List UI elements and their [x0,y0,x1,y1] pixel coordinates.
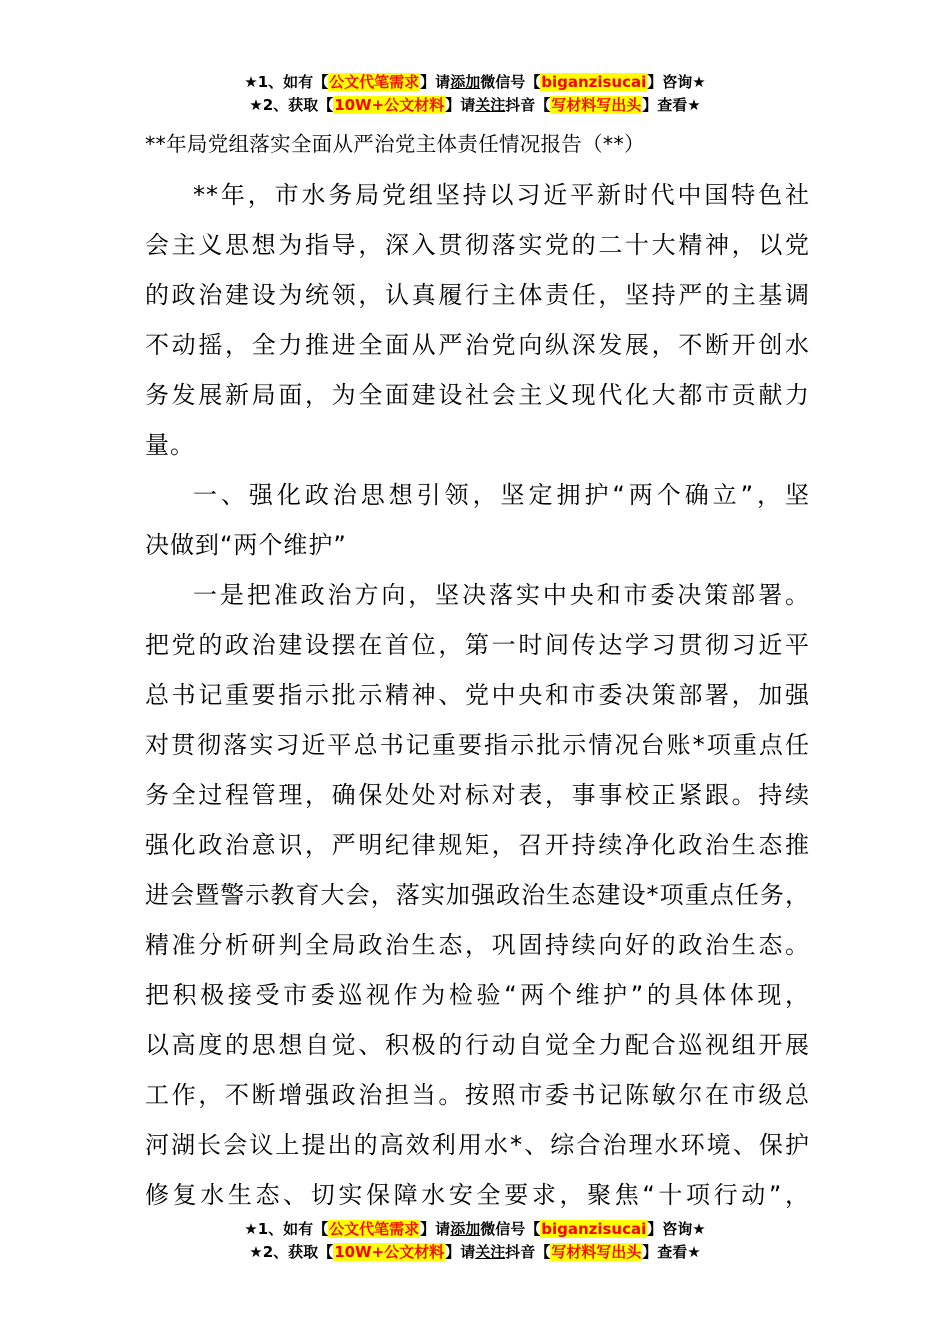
promo-highlight: 10W+公文材料 [334,96,445,114]
promo-banner-top [0,71,950,117]
promo-text: 】请 [445,1243,476,1261]
promo-text: ★1、如有【 [244,1220,329,1238]
heading-line: 决做到“两个维护” [145,531,347,559]
promo-line-2 [0,94,950,117]
promo-line-1 [0,1218,950,1241]
promo-text: 】请 [445,96,476,114]
promo-highlight: 10W+公文材料 [334,1243,445,1261]
promo-line-2 [0,1241,950,1264]
paragraph-line: 不动摇，全力推进全面从严治党向纵深发展，不断开创水 [145,331,810,359]
promo-underlined: 添加 [450,73,481,91]
paragraph-line: 务全过程管理，确保处处对标对表，事事校正紧跟。持续 [145,781,810,809]
promo-line-1 [0,71,950,94]
heading-line: 一、强化政治思想引领，坚定拥护“两个确立”，坚 [193,481,810,509]
paragraph-line: 把党的政治建设摆在首位，第一时间传达学习贯彻习近平 [145,631,810,659]
intro-paragraph [145,170,810,470]
promo-text: 】查看★ [642,1243,701,1261]
paragraph-line: 把积极接受市委巡视作为检验“两个维护”的具体体现， [145,981,810,1009]
paragraph-line: 务发展新局面，为全面建设社会主义现代化大都市贡献力 [145,381,810,409]
promo-text: 抖音【 [505,1243,551,1261]
promo-highlight: 写材料写出头 [551,1243,642,1261]
promo-highlight: biganzisucai [541,1220,647,1238]
promo-text: ★1、如有【 [244,73,329,91]
promo-highlight: 公文代笔需求 [329,1220,420,1238]
paragraph-line: 对贯彻落实习近平总书记重要指示批示情况台账*项重点任 [145,731,810,759]
paragraph-line: 以高度的思想自觉、积极的行动自觉全力配合巡视组开展 [145,1031,810,1059]
paragraph-line: 一是把准政治方向，坚决落实中央和市委决策部署。 [193,581,810,609]
body-paragraph [145,570,810,1220]
promo-highlight: biganzisucai [541,73,647,91]
paragraph-line: 河湖长会议上提出的高效利用水*、综合治理水环境、保护 [145,1131,810,1159]
promo-text: ★2、获取【 [249,1243,334,1261]
promo-underlined: 添加 [450,1220,481,1238]
promo-highlight: 写材料写出头 [551,96,642,114]
paragraph-line: 精准分析研判全局政治生态，巩固持续向好的政治生态。 [145,931,810,959]
promo-highlight: 公文代笔需求 [329,73,420,91]
promo-text: 微信号【 [480,1220,541,1238]
promo-underlined: 关注 [475,1243,506,1261]
promo-text: 抖音【 [505,96,551,114]
document-title: **年局党组落实全面从严治党主体责任情况报告（**） [145,132,645,156]
section-heading [145,470,810,570]
paragraph-line: 进会暨警示教育大会，落实加强政治生态建设*项重点任务， [145,881,810,909]
promo-text: ★2、获取【 [249,96,334,114]
promo-text: 】请 [420,73,451,91]
promo-banner-bottom [0,1218,950,1264]
paragraph-line: 强化政治意识，严明纪律规矩，召开持续净化政治生态推 [145,831,810,859]
promo-text: 微信号【 [480,73,541,91]
promo-text: 】咨询★ [647,1220,706,1238]
paragraph-line: 的政治建设为统领，认真履行主体责任，坚持严的主基调 [145,281,810,309]
paragraph-line: 量。 [145,431,195,459]
promo-text: 】请 [420,1220,451,1238]
paragraph-line: 工作，不断增强政治担当。按照市委书记陈敏尔在市级总 [145,1081,810,1109]
promo-text: 】查看★ [642,96,701,114]
paragraph-line: **年，市水务局党组坚持以习近平新时代中国特色社 [193,181,810,209]
paragraph-line: 会主义思想为指导，深入贯彻落实党的二十大精神，以党 [145,231,810,259]
paragraph-line: 总书记重要指示批示精神、党中央和市委决策部署，加强 [145,681,810,709]
promo-text: 】咨询★ [647,73,706,91]
paragraph-line: 修复水生态、切实保障水安全要求，聚焦“十项行动”， [145,1181,810,1209]
promo-underlined: 关注 [475,96,506,114]
